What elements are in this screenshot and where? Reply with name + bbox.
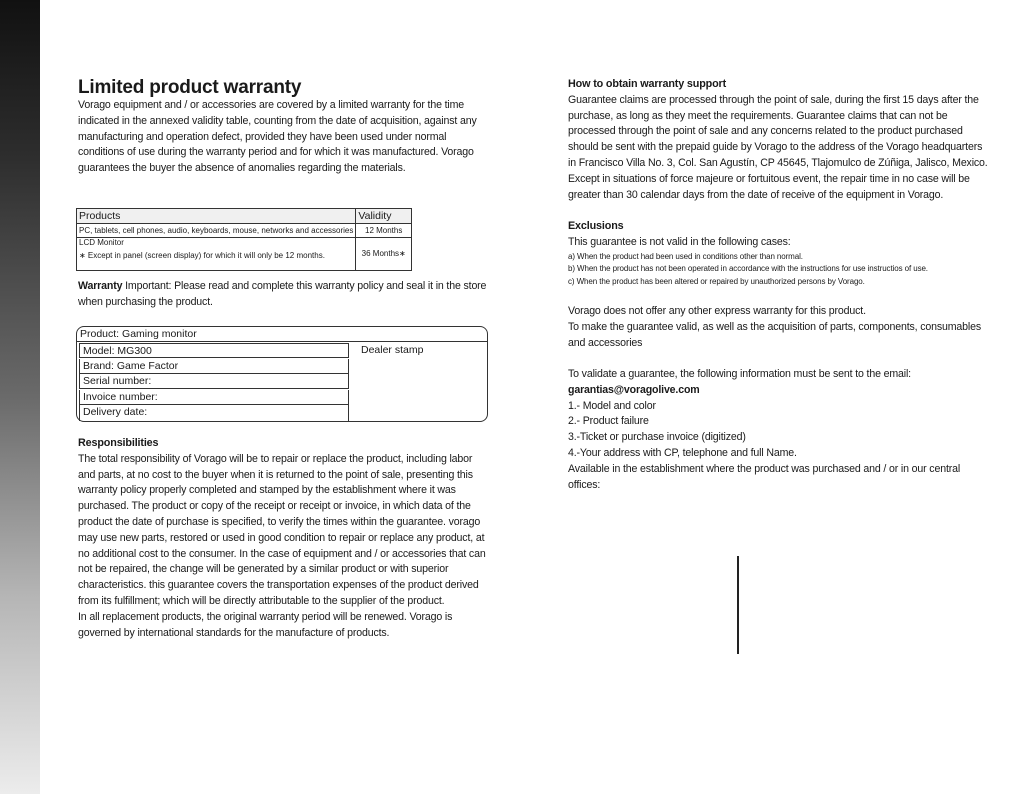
- product-note: ∗ Except in panel (screen display) for which it will only be 12 months.: [79, 251, 325, 260]
- requirement-item: 1.- Model and color: [568, 399, 656, 412]
- validation-section: [568, 367, 988, 493]
- support-text: Guarantee claims are processed through the point of sale, during the first 15 days after the purchase, as long as they meet the requirements. Guarantee claims that can not be processed through the point of sale and any concerns related to the product purchased should be sent with the prepaid guide by Vorago to the address of the Vorago headquarters in Francisco Villa No. 3, Col. San Agustín, CP 45645, Tlajomulco de Zúñiga, Jalisco, Mexico. Except in situations of force majeure or fortuitous event, the repair time in no case will be greater than 30 calendar days from the date of receive of the equipment in Vorago.: [568, 93, 988, 201]
- page-title: Limited product warranty: [78, 77, 302, 98]
- requirement-item: 4.-Your address with CP, telephone and full Name.: [568, 446, 797, 459]
- serial-number-field: Serial number:: [79, 374, 349, 389]
- availability-text: Available in the establishment where the product was purchased and / or in our central offices:: [568, 462, 961, 491]
- validity-table: [76, 208, 412, 271]
- table-row: [77, 238, 412, 271]
- column-header-validity: Validity: [356, 209, 412, 224]
- product-cell: [77, 238, 356, 271]
- validate-text: To validate a guarantee, the following information must be sent to the email:: [568, 368, 911, 380]
- validity-cell: 12 Months: [356, 224, 412, 238]
- requirement-item: 2.- Product failure: [568, 415, 649, 428]
- valid-guarantee-text: To make the guarantee valid, as well as the acquisition of parts, components, consumables and accessories: [568, 320, 981, 349]
- exclusion-item: a) When the product had been used in conditions other than normal.: [568, 251, 803, 261]
- exclusions-section: [568, 219, 988, 288]
- warranty-intro: Vorago equipment and / or accessories are covered by a limited warranty for the time indicated in the annexed validity table, counting from the date of acquisition, against any manufacturing and operation defect, provided they have been used under normal conditions of use during the warranty period and for which it was manufactured. Vorago guarantees the buyer the absence of anomalies regarding the materials.: [78, 99, 477, 175]
- other-warranty-section: [568, 304, 988, 351]
- warranty-notice-text: Important: Please read and complete this warranty policy and seal it in the store when purchasing the product.: [78, 280, 487, 308]
- exclusions-title: Exclusions: [568, 220, 624, 232]
- page-spine-shadow: [0, 0, 40, 794]
- divider-line: [737, 556, 739, 654]
- table-header-row: [77, 209, 412, 224]
- support-section: [568, 77, 988, 203]
- product-cell: PC, tablets, cell phones, audio, keyboards, mouse, networks and accessories: [77, 224, 356, 238]
- product-info-card: [76, 326, 488, 422]
- responsibilities-text: The total responsibility of Vorago will be to repair or replace the product, including labor and parts, at no cost to the buyer when it is returned to the point of sale, presenting this warranty policy properly completed and stamped by the establishment where it was purchased. The product or copy of the receipt or receipt or invoice, in which data of the product the date of purchase is specified, to verify the times within the guarantee. vorago may use new parts, restored or used in good condition to repair or replace any product, at no additional cost to the consumer. In the case of equipment and / or accessories that can not be repaired, the change will be generated by a similar product or with superior characteristics. this guarantee covers the transportation expenses of the product derived from its fulfillment; which will be directly attributable to the supplier of the product.: [78, 452, 486, 607]
- support-title: How to obtain warranty support: [568, 78, 727, 90]
- exclusion-item: b) When the product has not been operated in accordance with the instructions for use instructios of use.: [568, 264, 928, 274]
- brand-field: Brand: Game Factor: [79, 359, 349, 374]
- model-field: Model: MG300: [79, 343, 349, 358]
- delivery-date-field: Delivery date:: [79, 405, 349, 421]
- invoice-number-field: Invoice number:: [79, 390, 349, 405]
- requirement-item: 3.-Ticket or purchase invoice (digitized): [568, 431, 746, 444]
- responsibilities-title: Responsibilities: [78, 437, 159, 449]
- responsibilities-text-2: In all replacement products, the original warranty period will be renewed. Vorago is governed by international standards for the manufacture of products.: [78, 610, 453, 639]
- dealer-stamp-label: Dealer stamp: [361, 344, 424, 356]
- warranty-email: garantias@voragolive.com: [568, 383, 700, 396]
- exclusions-intro: This guarantee is not valid in the following cases:: [568, 235, 791, 248]
- no-other-warranty: Vorago does not offer any other express warranty for this product.: [568, 305, 866, 317]
- exclusion-item: c) When the product has been altered or repaired by unauthorized persons by Vorago.: [568, 276, 865, 286]
- warranty-notice: [78, 279, 488, 311]
- table-row: [77, 224, 412, 238]
- column-header-products: Products: [77, 209, 356, 224]
- product-name: LCD Monitor: [79, 238, 124, 247]
- product-field: Product: Gaming monitor: [77, 327, 487, 342]
- responsibilities-section: [78, 436, 490, 641]
- validity-cell: 36 Months∗: [356, 238, 412, 271]
- warranty-label: Warranty: [78, 280, 123, 292]
